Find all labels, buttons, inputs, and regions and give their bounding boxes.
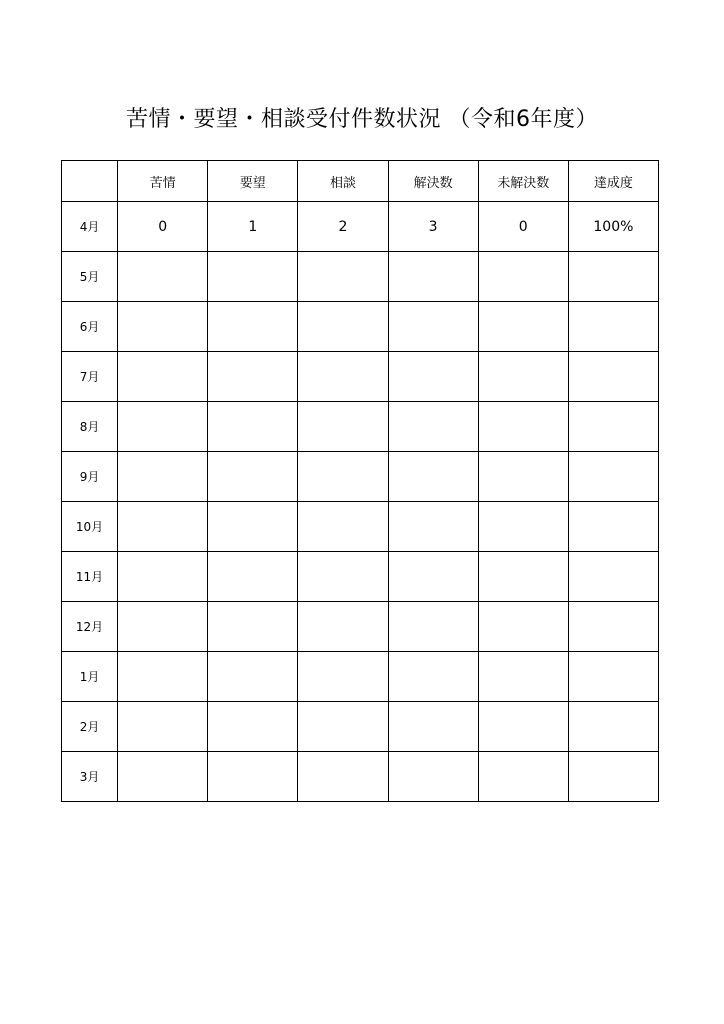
month-label: 4月 xyxy=(62,202,118,252)
table-row xyxy=(62,752,659,802)
consultations-cell xyxy=(298,552,388,602)
unresolved-cell xyxy=(478,702,568,752)
complaints-cell xyxy=(118,302,208,352)
complaints-cell xyxy=(118,452,208,502)
resolved-cell xyxy=(388,702,478,752)
requests-cell xyxy=(208,602,298,652)
resolved-cell xyxy=(388,252,478,302)
requests-cell xyxy=(208,702,298,752)
complaints-cell xyxy=(118,652,208,702)
column-header-requests: 要望 xyxy=(208,161,298,202)
month-label: 11月 xyxy=(62,552,118,602)
achievement-cell xyxy=(568,252,658,302)
month-label: 12月 xyxy=(62,602,118,652)
consultations-cell xyxy=(298,452,388,502)
unresolved-cell xyxy=(478,652,568,702)
month-label: 9月 xyxy=(62,452,118,502)
requests-cell: 1 xyxy=(208,202,298,252)
requests-cell xyxy=(208,652,298,702)
table-header-row xyxy=(62,161,659,202)
unresolved-cell: 0 xyxy=(478,202,568,252)
complaints-cell xyxy=(118,552,208,602)
resolved-cell: 3 xyxy=(388,202,478,252)
achievement-cell xyxy=(568,502,658,552)
requests-cell xyxy=(208,552,298,602)
month-label: 8月 xyxy=(62,402,118,452)
unresolved-cell xyxy=(478,552,568,602)
month-label: 5月 xyxy=(62,252,118,302)
column-header-consultations: 相談 xyxy=(298,161,388,202)
achievement-cell xyxy=(568,602,658,652)
column-header-achievement: 達成度 xyxy=(568,161,658,202)
complaint-report-table xyxy=(61,160,659,802)
table-row xyxy=(62,602,659,652)
table-row xyxy=(62,552,659,602)
consultations-cell xyxy=(298,402,388,452)
complaints-cell xyxy=(118,702,208,752)
consultations-cell xyxy=(298,702,388,752)
corner-cell xyxy=(62,161,118,202)
consultations-cell: 2 xyxy=(298,202,388,252)
month-label: 3月 xyxy=(62,752,118,802)
table-row xyxy=(62,252,659,302)
column-header-unresolved: 未解決数 xyxy=(478,161,568,202)
complaints-cell xyxy=(118,252,208,302)
table-row xyxy=(62,652,659,702)
unresolved-cell xyxy=(478,752,568,802)
achievement-cell xyxy=(568,402,658,452)
table-row xyxy=(62,202,659,252)
resolved-cell xyxy=(388,402,478,452)
consultations-cell xyxy=(298,252,388,302)
achievement-cell: 100% xyxy=(568,202,658,252)
unresolved-cell xyxy=(478,602,568,652)
complaints-cell xyxy=(118,402,208,452)
unresolved-cell xyxy=(478,252,568,302)
resolved-cell xyxy=(388,452,478,502)
month-label: 10月 xyxy=(62,502,118,552)
resolved-cell xyxy=(388,552,478,602)
resolved-cell xyxy=(388,752,478,802)
consultations-cell xyxy=(298,302,388,352)
column-header-complaints: 苦情 xyxy=(118,161,208,202)
unresolved-cell xyxy=(478,452,568,502)
achievement-cell xyxy=(568,452,658,502)
consultations-cell xyxy=(298,752,388,802)
unresolved-cell xyxy=(478,302,568,352)
table-row xyxy=(62,702,659,752)
requests-cell xyxy=(208,502,298,552)
achievement-cell xyxy=(568,552,658,602)
consultations-cell xyxy=(298,602,388,652)
unresolved-cell xyxy=(478,352,568,402)
requests-cell xyxy=(208,252,298,302)
consultations-cell xyxy=(298,502,388,552)
unresolved-cell xyxy=(478,402,568,452)
page-title: 苦情・要望・相談受付件数状況 （令和6年度） xyxy=(126,107,598,132)
table-row xyxy=(62,402,659,452)
resolved-cell xyxy=(388,302,478,352)
complaints-cell xyxy=(118,352,208,402)
resolved-cell xyxy=(388,352,478,402)
achievement-cell xyxy=(568,702,658,752)
achievement-cell xyxy=(568,652,658,702)
achievement-cell xyxy=(568,352,658,402)
unresolved-cell xyxy=(478,502,568,552)
requests-cell xyxy=(208,752,298,802)
complaints-cell xyxy=(118,752,208,802)
table-row xyxy=(62,302,659,352)
requests-cell xyxy=(208,352,298,402)
requests-cell xyxy=(208,452,298,502)
consultations-cell xyxy=(298,352,388,402)
complaints-cell xyxy=(118,602,208,652)
month-label: 7月 xyxy=(62,352,118,402)
complaints-cell: 0 xyxy=(118,202,208,252)
month-label: 1月 xyxy=(62,652,118,702)
month-label: 2月 xyxy=(62,702,118,752)
resolved-cell xyxy=(388,602,478,652)
table-row xyxy=(62,352,659,402)
achievement-cell xyxy=(568,752,658,802)
consultations-cell xyxy=(298,652,388,702)
resolved-cell xyxy=(388,652,478,702)
achievement-cell xyxy=(568,302,658,352)
month-label: 6月 xyxy=(62,302,118,352)
table-row xyxy=(62,502,659,552)
resolved-cell xyxy=(388,502,478,552)
requests-cell xyxy=(208,402,298,452)
requests-cell xyxy=(208,302,298,352)
table-row xyxy=(62,452,659,502)
complaints-cell xyxy=(118,502,208,552)
column-header-resolved: 解決数 xyxy=(388,161,478,202)
